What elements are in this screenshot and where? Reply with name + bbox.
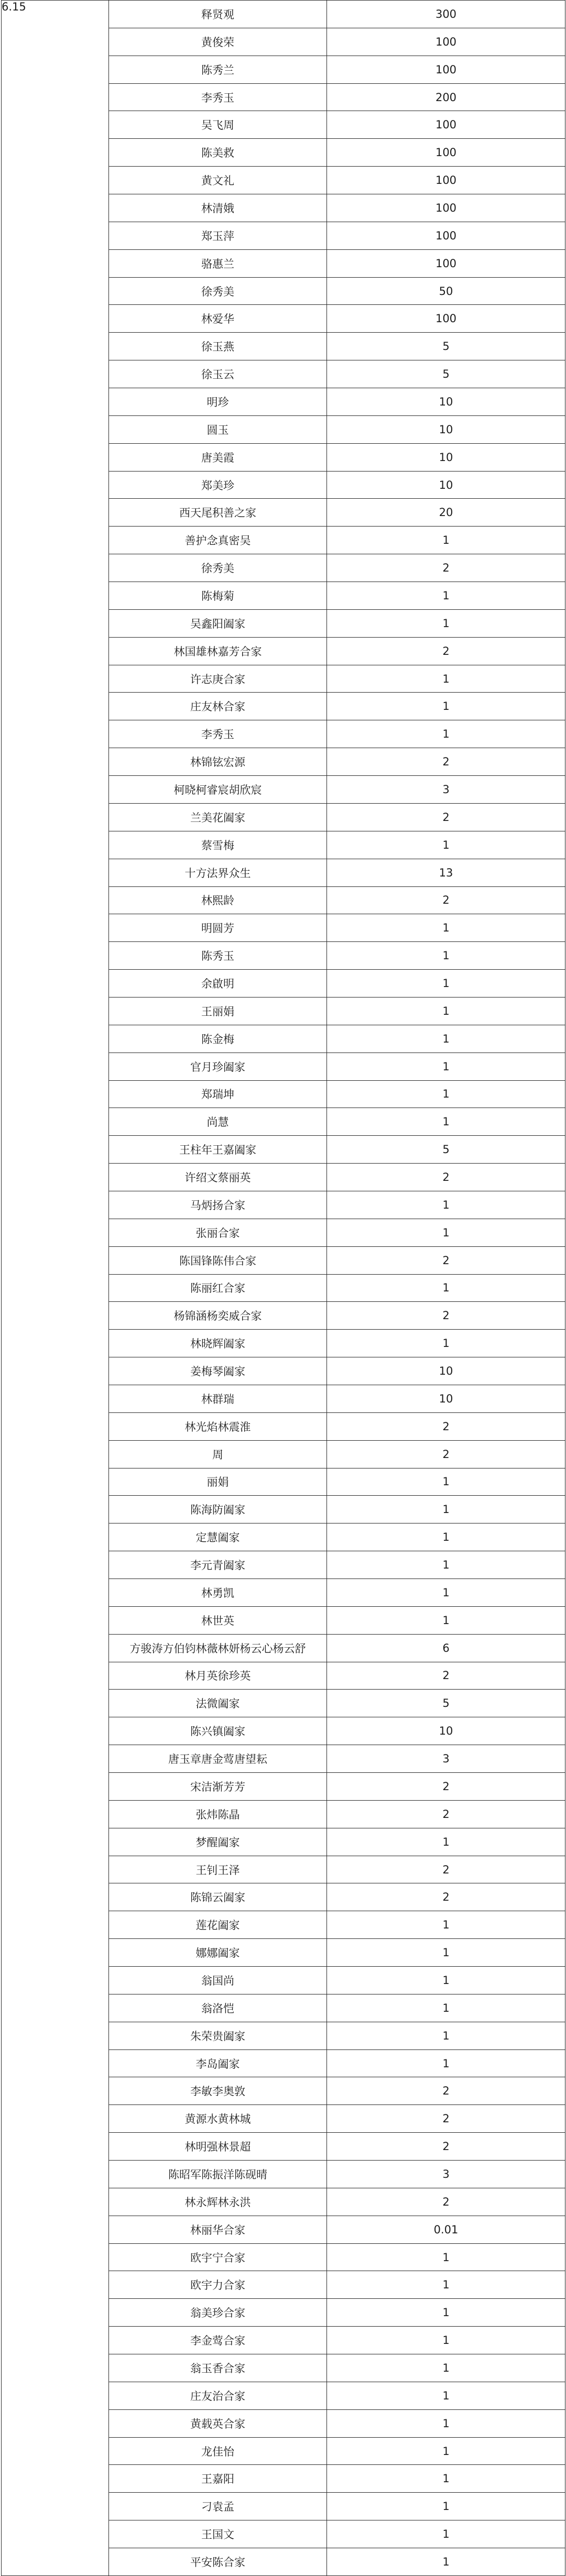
amount-cell: 1 (327, 1828, 565, 1856)
donor-name-cell: 张炜陈晶 (109, 1800, 327, 1828)
amount-cell: 1 (327, 1191, 565, 1219)
amount-cell: 5 (327, 333, 565, 360)
donor-name-cell: 徐玉云 (109, 360, 327, 388)
donor-name-cell: 方骏涛方伯钧林薇林妍杨云心杨云舒 (109, 1634, 327, 1662)
amount-cell: 1 (327, 1330, 565, 1357)
amount-cell: 1 (327, 1080, 565, 1108)
amount-cell: 1 (327, 1606, 565, 1634)
amount-cell: 1 (327, 970, 565, 997)
amount-cell: 1 (327, 2271, 565, 2299)
donor-name-cell: 李秀玉 (109, 720, 327, 748)
donor-name-cell: 黄文礼 (109, 167, 327, 194)
donor-name-cell: 马炳扬合家 (109, 1191, 327, 1219)
amount-cell: 100 (327, 56, 565, 83)
donor-name-cell: 莲花阖家 (109, 1911, 327, 1939)
amount-cell: 2 (327, 1246, 565, 1274)
amount-cell: 2 (327, 1800, 565, 1828)
donor-name-cell: 徐玉燕 (109, 333, 327, 360)
amount-cell: 1 (327, 2409, 565, 2437)
amount-cell: 10 (327, 1385, 565, 1412)
donor-name-cell: 黄俊荣 (109, 28, 327, 56)
donor-name-cell: 林世英 (109, 1606, 327, 1634)
amount-cell: 20 (327, 499, 565, 527)
amount-cell: 6 (327, 1634, 565, 1662)
amount-cell: 100 (327, 305, 565, 333)
amount-cell: 1 (327, 2465, 565, 2493)
amount-cell: 1 (327, 1967, 565, 1994)
amount-cell: 2 (327, 1164, 565, 1191)
donor-name-cell: 林丽华合家 (109, 2216, 327, 2243)
amount-cell: 100 (327, 167, 565, 194)
donor-name-cell: 林晓辉阖家 (109, 1330, 327, 1357)
donor-name-cell: 林国雄林嘉芳合家 (109, 637, 327, 665)
donor-name-cell: 黄载英合家 (109, 2409, 327, 2437)
donor-name-cell: 丽娟 (109, 1468, 327, 1496)
amount-cell: 2 (327, 748, 565, 776)
donor-name-cell: 尚慧 (109, 1108, 327, 1136)
donor-name-cell: 翁玉香合家 (109, 2354, 327, 2382)
donor-name-cell: 欧宇宁合家 (109, 2243, 327, 2271)
amount-cell: 1 (327, 2299, 565, 2327)
donor-name-cell: 林群瑞 (109, 1385, 327, 1412)
amount-cell: 5 (327, 360, 565, 388)
donor-name-cell: 陈美救 (109, 139, 327, 167)
donor-name-cell: 林永辉林永洪 (109, 2188, 327, 2216)
amount-cell: 50 (327, 277, 565, 305)
donor-name-cell: 唐美霞 (109, 443, 327, 471)
amount-cell: 1 (327, 2548, 565, 2576)
donor-name-cell: 郑美珍 (109, 471, 327, 499)
donation-table (1, 0, 565, 2576)
donor-name-cell: 陈金梅 (109, 1025, 327, 1053)
amount-cell: 2 (327, 1662, 565, 1690)
amount-cell: 10 (327, 471, 565, 499)
donor-name-cell: 陈秀兰 (109, 56, 327, 83)
amount-cell: 2 (327, 1883, 565, 1911)
donor-name-cell: 林明强林景超 (109, 2133, 327, 2161)
donor-name-cell: 平安陈合家 (109, 2548, 327, 2576)
amount-cell: 2 (327, 554, 565, 582)
donor-name-cell: 骆惠兰 (109, 249, 327, 277)
donor-name-cell: 李秀玉 (109, 83, 327, 111)
amount-cell: 1 (327, 2520, 565, 2548)
donor-name-cell: 徐秀美 (109, 277, 327, 305)
donor-name-cell: 唐玉章唐金莺唐望耘 (109, 1745, 327, 1773)
amount-cell: 3 (327, 776, 565, 804)
amount-cell: 1 (327, 2437, 565, 2465)
table-row (2, 1, 565, 28)
amount-cell: 1 (327, 527, 565, 554)
amount-cell: 300 (327, 1, 565, 28)
donor-name-cell: 许志庚合家 (109, 665, 327, 693)
amount-cell: 1 (327, 1053, 565, 1080)
donor-name-cell: 徐秀美 (109, 554, 327, 582)
donor-name-cell: 定慧阖家 (109, 1523, 327, 1551)
donor-name-cell: 刁袁孟 (109, 2493, 327, 2520)
donor-name-cell: 陈海防阖家 (109, 1496, 327, 1523)
donor-name-cell: 周 (109, 1440, 327, 1468)
amount-cell: 1 (327, 720, 565, 748)
donor-name-cell: 李岛阖家 (109, 2049, 327, 2077)
donor-name-cell: 庄友林合家 (109, 693, 327, 720)
amount-cell: 2 (327, 1302, 565, 1330)
donor-name-cell: 陈兴镇阖家 (109, 1717, 327, 1745)
amount-cell: 1 (327, 2327, 565, 2354)
amount-cell: 1 (327, 1108, 565, 1136)
donor-name-cell: 梦醒阖家 (109, 1828, 327, 1856)
amount-cell: 2 (327, 886, 565, 914)
amount-cell: 1 (327, 1579, 565, 1606)
donor-name-cell: 杨锦涵杨奕威合家 (109, 1302, 327, 1330)
donation-table-body (2, 1, 565, 2576)
amount-cell: 1 (327, 2243, 565, 2271)
amount-cell: 2 (327, 1856, 565, 1883)
donor-name-cell: 郑瑞坤 (109, 1080, 327, 1108)
amount-cell: 10 (327, 1717, 565, 1745)
amount-cell: 1 (327, 1551, 565, 1579)
amount-cell: 2 (327, 2077, 565, 2105)
donor-name-cell: 翁洛恺 (109, 1994, 327, 2022)
donor-name-cell: 吴飞周 (109, 111, 327, 139)
donor-name-cell: 林光焰林震淮 (109, 1412, 327, 1440)
amount-cell: 1 (327, 582, 565, 610)
amount-cell: 1 (327, 1496, 565, 1523)
donor-name-cell: 兰美花阖家 (109, 803, 327, 831)
donor-name-cell: 许绍文蔡丽英 (109, 1164, 327, 1191)
amount-cell: 13 (327, 859, 565, 886)
amount-cell: 2 (327, 637, 565, 665)
amount-cell: 1 (327, 914, 565, 942)
amount-cell: 100 (327, 249, 565, 277)
amount-cell: 10 (327, 1357, 565, 1385)
amount-cell: 10 (327, 443, 565, 471)
donor-name-cell: 西天尾积善之家 (109, 499, 327, 527)
amount-cell: 100 (327, 111, 565, 139)
donor-name-cell: 吴鑫阳阖家 (109, 609, 327, 637)
donor-name-cell: 黄源水黄林城 (109, 2105, 327, 2133)
amount-cell: 1 (327, 2354, 565, 2382)
donor-name-cell: 陈秀玉 (109, 942, 327, 970)
donor-name-cell: 娜娜阖家 (109, 1939, 327, 1967)
amount-cell: 100 (327, 222, 565, 249)
donor-name-cell: 明圆芳 (109, 914, 327, 942)
amount-cell: 3 (327, 2161, 565, 2188)
donor-name-cell: 林月英徐珍英 (109, 1662, 327, 1690)
donor-name-cell: 庄友治合家 (109, 2382, 327, 2409)
amount-cell: 100 (327, 28, 565, 56)
donor-name-cell: 张丽合家 (109, 1219, 327, 1246)
date-cell: 6.15 (2, 1, 109, 2576)
donor-name-cell: 翁国尚 (109, 1967, 327, 1994)
amount-cell: 1 (327, 1274, 565, 1302)
amount-cell: 1 (327, 693, 565, 720)
donor-name-cell: 陈梅菊 (109, 582, 327, 610)
donor-name-cell: 十方法界众生 (109, 859, 327, 886)
amount-cell: 10 (327, 388, 565, 416)
donor-name-cell: 林锦铉宏源 (109, 748, 327, 776)
amount-cell: 2 (327, 1773, 565, 1801)
donor-name-cell: 明珍 (109, 388, 327, 416)
amount-cell: 200 (327, 83, 565, 111)
donor-name-cell: 林熙龄 (109, 886, 327, 914)
donor-name-cell: 宋洁渐芳芳 (109, 1773, 327, 1801)
amount-cell: 2 (327, 803, 565, 831)
donor-name-cell: 陈丽红合家 (109, 1274, 327, 1302)
amount-cell: 1 (327, 2382, 565, 2409)
donor-name-cell: 陈昭军陈振洋陈砚晴 (109, 2161, 327, 2188)
amount-cell: 10 (327, 415, 565, 443)
donor-name-cell: 王柱年王嘉阖家 (109, 1136, 327, 1164)
donor-name-cell: 蔡雪梅 (109, 831, 327, 859)
amount-cell: 1 (327, 2049, 565, 2077)
amount-cell: 1 (327, 997, 565, 1025)
donor-name-cell: 善护念真密吴 (109, 527, 327, 554)
amount-cell: 2 (327, 1440, 565, 1468)
amount-cell: 1 (327, 831, 565, 859)
donor-name-cell: 柯晓柯睿宸胡欣宸 (109, 776, 327, 804)
amount-cell: 1 (327, 2493, 565, 2520)
amount-cell: 1 (327, 1994, 565, 2022)
amount-cell: 1 (327, 1219, 565, 1246)
donor-name-cell: 郑玉萍 (109, 222, 327, 249)
donor-name-cell: 林勇凯 (109, 1579, 327, 1606)
donor-name-cell: 法微阖家 (109, 1690, 327, 1717)
donor-name-cell: 圆玉 (109, 415, 327, 443)
donor-name-cell: 姜梅琴阖家 (109, 1357, 327, 1385)
amount-cell: 5 (327, 1136, 565, 1164)
donor-name-cell: 余啟明 (109, 970, 327, 997)
donor-name-cell: 林清娥 (109, 194, 327, 222)
donor-name-cell: 王嘉阳 (109, 2465, 327, 2493)
donor-name-cell: 官月珍阖家 (109, 1053, 327, 1080)
amount-cell: 1 (327, 2022, 565, 2049)
amount-cell: 2 (327, 1412, 565, 1440)
donor-name-cell: 陈国锋陈伟合家 (109, 1246, 327, 1274)
amount-cell: 1 (327, 1939, 565, 1967)
amount-cell: 1 (327, 609, 565, 637)
amount-cell: 100 (327, 194, 565, 222)
donor-name-cell: 林爱华 (109, 305, 327, 333)
amount-cell: 1 (327, 1523, 565, 1551)
amount-cell: 1 (327, 665, 565, 693)
amount-cell: 1 (327, 942, 565, 970)
donor-name-cell: 王国文 (109, 2520, 327, 2548)
donor-name-cell: 陈锦云阖家 (109, 1883, 327, 1911)
donor-name-cell: 欧宇力合家 (109, 2271, 327, 2299)
donor-name-cell: 翁美珍合家 (109, 2299, 327, 2327)
donor-name-cell: 龙佳怡 (109, 2437, 327, 2465)
donor-name-cell: 李元青阖家 (109, 1551, 327, 1579)
amount-cell: 2 (327, 2188, 565, 2216)
amount-cell: 2 (327, 2133, 565, 2161)
amount-cell: 0.01 (327, 2216, 565, 2243)
amount-cell: 3 (327, 1745, 565, 1773)
donor-name-cell: 李金莺合家 (109, 2327, 327, 2354)
donor-name-cell: 朱荣贵阖家 (109, 2022, 327, 2049)
donor-name-cell: 李敏李奥敦 (109, 2077, 327, 2105)
amount-cell: 100 (327, 139, 565, 167)
donor-name-cell: 王丽娟 (109, 997, 327, 1025)
amount-cell: 2 (327, 2105, 565, 2133)
amount-cell: 5 (327, 1690, 565, 1717)
donation-ledger-sheet (1, 0, 565, 2576)
amount-cell: 1 (327, 1468, 565, 1496)
amount-cell: 1 (327, 1025, 565, 1053)
donor-name-cell: 释贤观 (109, 1, 327, 28)
donor-name-cell: 王钊王泽 (109, 1856, 327, 1883)
amount-cell: 1 (327, 1911, 565, 1939)
